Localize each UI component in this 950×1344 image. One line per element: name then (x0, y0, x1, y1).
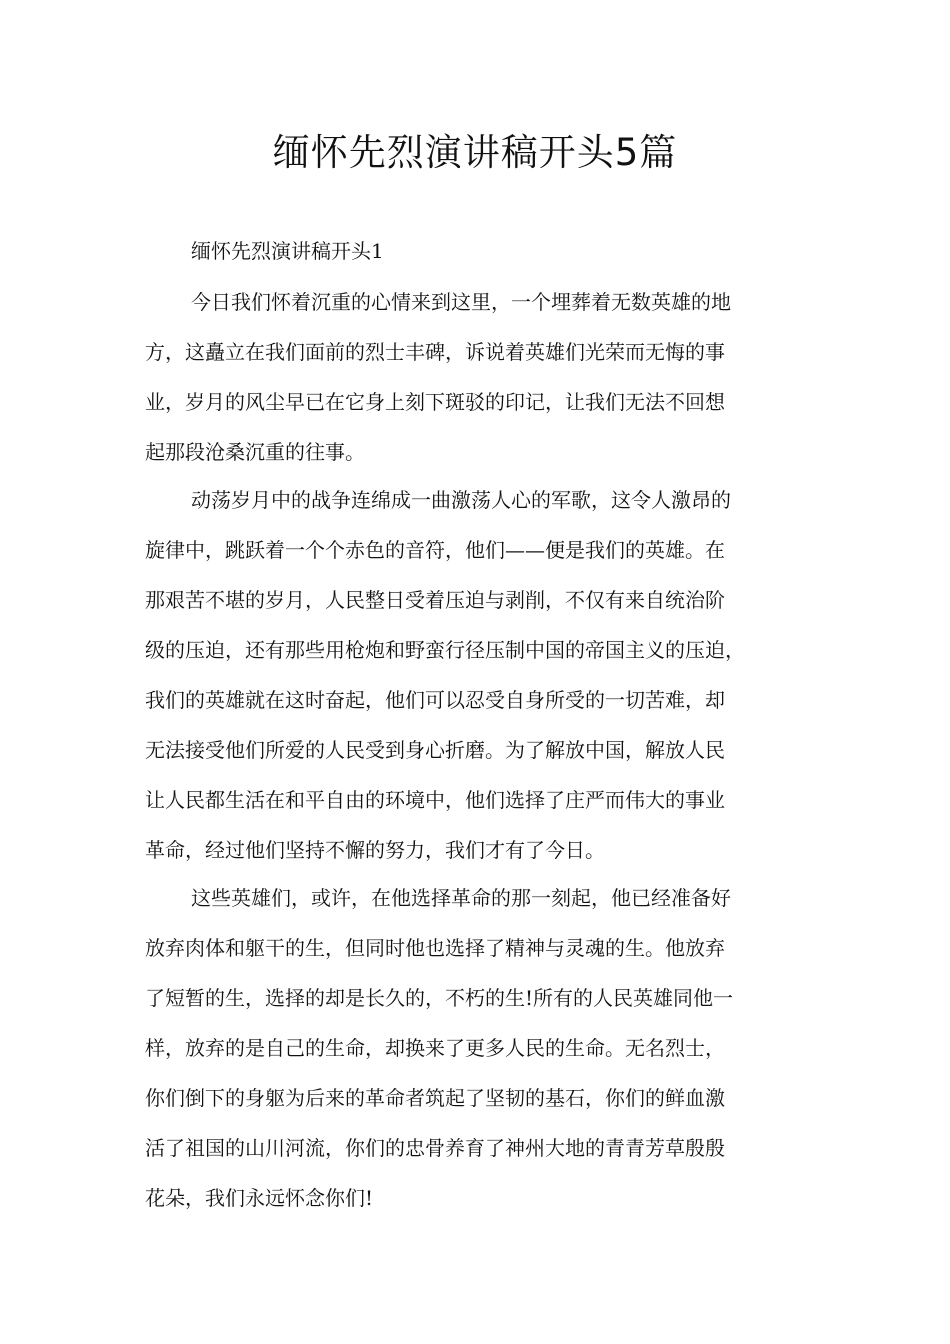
paragraph-line: 革命，经过他们坚持不懈的努力，我们才有了今日。 (145, 838, 605, 862)
paragraph-line: 你们倒下的身躯为后来的革命者筑起了坚韧的基石，你们的鲜血激 (145, 1086, 725, 1110)
paragraph-line: 今日我们怀着沉重的心情来到这里，一个埋葬着无数英雄的地 (191, 290, 731, 314)
paragraph-line: 业，岁月的风尘早已在它身上刻下斑驳的印记，让我们无法不回想 (145, 390, 725, 414)
paragraph-line: 起那段沧桑沉重的往事。 (145, 440, 365, 464)
paragraph-line: 旋律中，跳跃着一个个赤色的音符，他们——便是我们的英雄。在 (145, 538, 725, 562)
paragraph-2 (145, 475, 820, 875)
paragraph-line: 活了祖国的山川河流，你们的忠骨养育了神州大地的青青芳草殷殷 (145, 1136, 725, 1160)
paragraph-line: 了短暂的生，选择的却是长久的，不朽的生!所有的人民英雄同他一 (145, 986, 734, 1010)
paragraph-line: 无法接受他们所爱的人民受到身心折磨。为了解放中国，解放人民 (145, 738, 725, 762)
paragraph-line: 级的压迫，还有那些用枪炮和野蛮行径压制中国的帝国主义的压迫， (145, 638, 745, 662)
paragraph-line: 放弃肉体和躯干的生，但同时他也选择了精神与灵魂的生。他放弃 (145, 936, 725, 960)
paragraph-line: 方，这矗立在我们面前的烈士丰碑，诉说着英雄们光荣而无悔的事 (145, 340, 725, 364)
paragraph-line: 样，放弃的是自己的生命，却换来了更多人民的生命。无名烈士， (145, 1036, 725, 1060)
document-title: 缅怀先烈演讲稿开头5篇 (272, 131, 678, 174)
paragraph-3 (145, 873, 820, 1223)
paragraph-line: 那艰苦不堪的岁月，人民整日受着压迫与剥削，不仅有来自统治阶 (145, 588, 725, 612)
paragraph-1 (145, 277, 820, 477)
paragraph-line: 动荡岁月中的战争连绵成一曲激荡人心的军歌，这令人激昂的 (191, 488, 731, 512)
paragraph-line: 让人民都生活在和平自由的环境中，他们选择了庄严而伟大的事业 (145, 788, 725, 812)
paragraph-line: 我们的英雄就在这时奋起，他们可以忍受自身所受的一切苦难，却 (145, 688, 725, 712)
section-heading: 缅怀先烈演讲稿开头1 (191, 239, 384, 263)
paragraph-line: 花朵，我们永远怀念你们! (145, 1186, 374, 1210)
paragraph-line: 这些英雄们，或许，在他选择革命的那一刻起，他已经准备好 (191, 886, 731, 910)
